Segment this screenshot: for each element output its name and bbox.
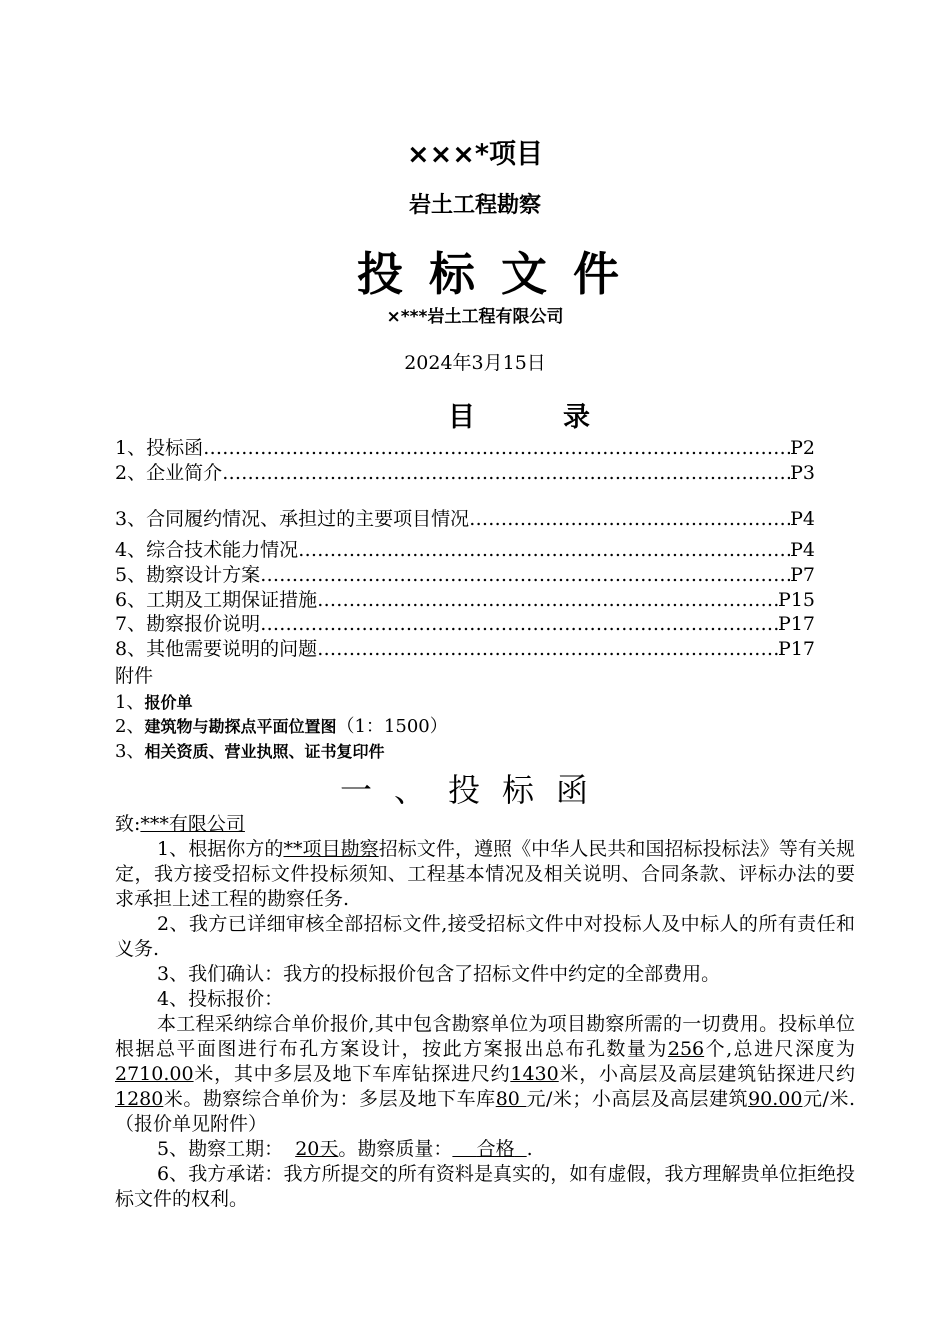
toc-item[interactable]: 1、投标函 …………………………………………………………………………………………………………………………………………………………………………………………………………………… P2 xyxy=(115,436,815,461)
toc-item[interactable]: 4、综合技术能力情况 …………………………………………………………………………………………………………………………………………………………………………………………………………………… P4 xyxy=(115,538,815,563)
paragraph-1: 1、根据你方的**项目勘察招标文件，遵照《中华人民共和国招标投标法》等有关规定，我方接受招标文件投标须知、工程基本情况及相关说明、合同条款、评标办法的要求承担上述工程的勘察任务. xyxy=(115,838,855,910)
paragraph-6: 5、勘察工期： 20天。勘察质量： 合格 . xyxy=(157,1138,533,1160)
toc-item[interactable]: 3、合同履约情况、承担过的主要项目情况 …………………………………………………………………………………………………………………………………………………………………………………………………………………… P4 xyxy=(115,507,815,532)
document-date: 2024年3月15日 xyxy=(404,352,546,374)
annex-item: 2、建筑物与勘探点平面位置图（1：1500） xyxy=(115,716,448,737)
company-name: ×***岩土工程有限公司 xyxy=(386,307,564,327)
toc-item[interactable]: 8、其他需要说明的问题 …………………………………………………………………………………………………………………………………………………………………………………………………………………… P17 xyxy=(115,637,815,662)
paragraph-3: 3、我们确认：我方的投标报价包含了招标文件中约定的全部费用。 xyxy=(157,963,721,985)
paragraph-5: 本工程采纳综合单价报价,其中包含勘察单位为项目勘察所需的一切费用。投标单位根据总平面图进行布孔方案设计，按此方案报出总布孔数量为256个,总进尺深度为2710.00米，其中多层及地下车库钻探进尺约1430米，小高层及高层建筑钻探进尺约1280米。勘察综合单价为：多层及地下车库80 元/米；小高层及高层建筑90.00元/米.（报价单见附件） xyxy=(115,1013,855,1135)
toc-item[interactable]: 6、工期及工期保证措施 …………………………………………………………………………………………………………………………………………………………………………………………………………………… P15 xyxy=(115,588,815,613)
toc-heading: 目录 xyxy=(448,402,678,433)
toc-item[interactable]: 2、企业简介 …………………………………………………………………………………………………………………………………………………………………………………………………………………… P3 xyxy=(115,461,815,486)
toc-item[interactable]: 7、勘察报价说明 …………………………………………………………………………………………………………………………………………………………………………………………………………………… P17 xyxy=(115,612,815,637)
paragraph-4: 4、投标报价： xyxy=(157,988,284,1010)
annex-item: 1、报价单 xyxy=(115,692,193,713)
letter-body xyxy=(115,812,855,1212)
letter-title: 一、投标函 xyxy=(339,771,610,809)
addressee: 致:***有限公司 xyxy=(115,813,245,835)
project-name: ×××*项目 xyxy=(407,139,543,170)
toc-item[interactable]: 5、勘察设计方案 …………………………………………………………………………………………………………………………………………………………………………………………………………………… P7 xyxy=(115,563,815,588)
paragraph-7: 6、我方承诺：我方所提交的所有资料是真实的，如有虚假，我方理解贵单位拒绝投标文件的权利。 xyxy=(115,1163,855,1210)
annex-item: 3、相关资质、营业执照、证书复印件 xyxy=(115,741,385,762)
project-subtitle: 岩土工程勘察 xyxy=(408,193,541,218)
annex-title: 附件 xyxy=(115,665,154,687)
document-title: 投标文件 xyxy=(357,247,645,301)
paragraph-2: 2、我方已详细审核全部招标文件,接受招标文件中对投标人及中标人的所有责任和义务. xyxy=(115,913,855,960)
